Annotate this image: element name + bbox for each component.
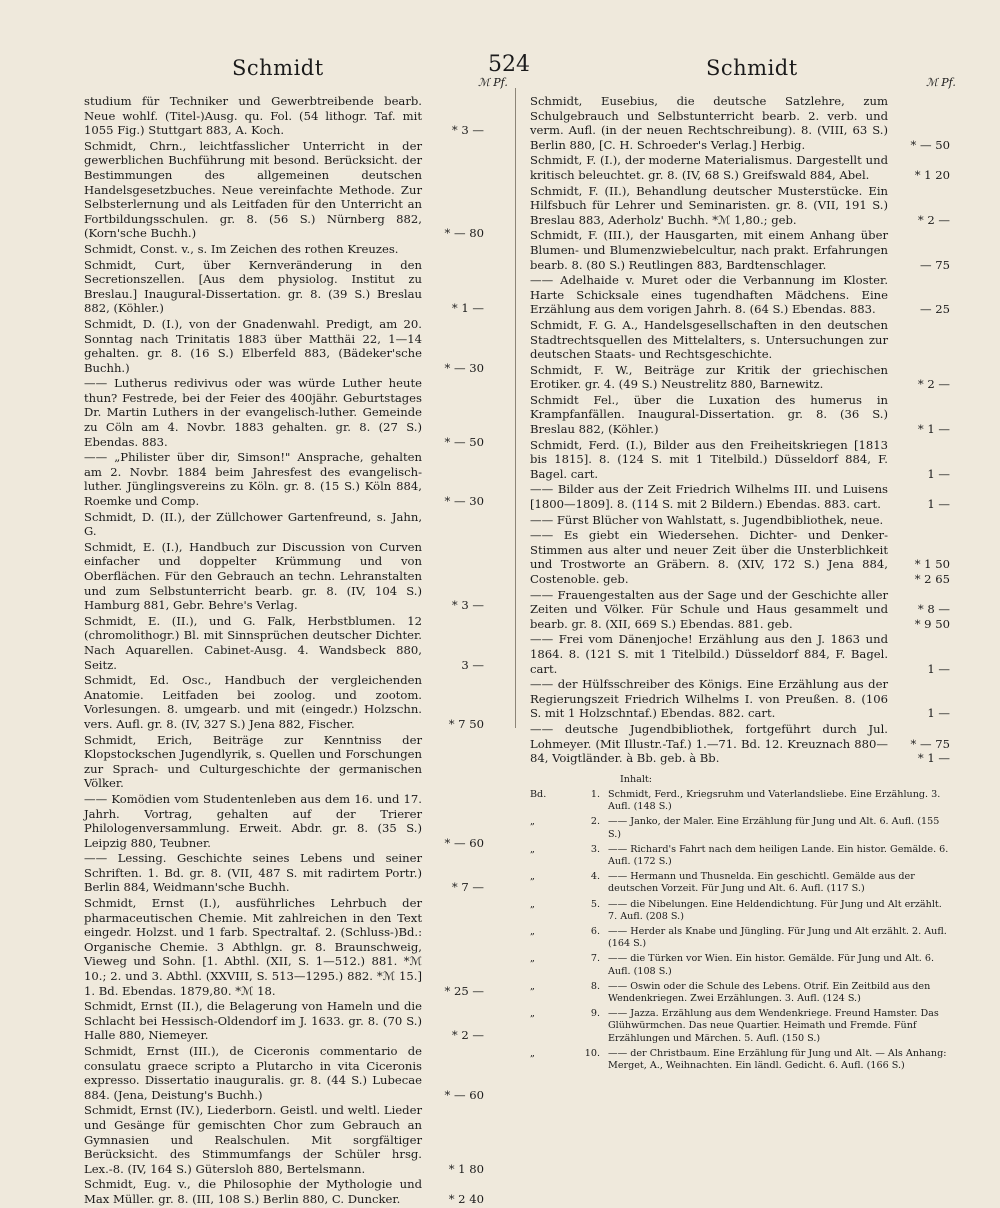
catalog-entry [84,139,484,241]
catalog-entry [84,896,484,998]
entry-price: 1 — [927,661,950,676]
contents-item-number: 2. [590,816,600,828]
catalog-entry [84,1044,484,1102]
right-column [530,94,950,1075]
catalog-entry [84,999,484,1043]
contents-item [530,871,950,895]
catalog-entry [84,317,484,375]
catalog-entry [84,792,484,850]
catalog-entry [530,94,950,152]
catalog-entry [84,733,484,791]
catalog-entry [84,94,484,138]
contents-item-prefix: „ [530,1047,535,1059]
contents-item-text: —— Jazza. Erzählung aus dem Wendenkriege. Freund Hamster. Das Glühwürmchen. Das neue Quartier. Heimath und Fremde. Fünf Erzählungen und Märchen. 5. Aufl. (150 S.) [608,1008,939,1044]
entry-price: * — 60 [444,835,484,850]
entry-price: * 7 50 [448,716,484,731]
entry-price: * — 30 [444,360,484,375]
contents-item [530,1048,950,1072]
entry-price: — 75 [919,257,950,272]
contents-item-text: —— Oswin oder die Schule des Lebens. Otrif. Ein Zeitbild aus den Wendenkriegen. Zwei Erzählungen. 3. Aufl. (124 S.) [608,980,931,1004]
catalog-entry [530,482,950,511]
entry-text: —— Es giebt ein Wiedersehen. Dichter- und Denker-Stimmen aus alter und neuer Zeit über die Unsterblichkeit und Trostworte an Gräbern. 8. (XIV, 172 S.) Jena 884, Costenoble. geb. [530,528,888,586]
entry-price: * 1 — [451,301,484,316]
entry-text: —— Lessing. Geschichte seines Lebens und seiner Schriften. 1. Bd. gr. 8. (VII, 487 S. mit radirtem Portr.) Berlin 884, Weidmann'sche Buchh. [84,851,422,895]
entry-text: Schmidt, Erich, Beiträge zur Kenntniss der Klopstockschen Jugendlyrik, s. Quellen und Forschungen zur Sprach- und Culturgeschichte der germanischen Völker. [84,732,422,791]
entry-text: Schmidt Fel., über die Luxation des humerus in Krampfanfällen. Inaugural-Dissertation. gr. 8. (36 S.) Breslau 882, (Köhler.) [530,392,888,437]
contents-item-prefix: „ [530,1008,535,1020]
entry-price: * — 50 [444,434,484,449]
column-divider [515,88,516,728]
entry-price: * 3 — [451,123,484,138]
contents-item [530,981,950,1005]
entry-text: Schmidt, Ernst (IV.), Liederborn. Geistl. und weltl. Lieder und Gesänge für gemischten Chor zum Gebrauch an Gymnasien und Realschulen. Mit sorgfältiger Berücksicht. des Stimmumfangs der Schüler hrsg. Lex.-8. (IV, 164 S.) Gütersloh 880, Bertelsmann. [84,1103,422,1176]
catalog-entry [530,438,950,482]
entry-text: Schmidt, Eug. v., die Philosophie der Mythologie und Max Müller. gr. 8. (III, 108 S.) Berlin 880, C. Duncker. [84,1177,422,1206]
entry-text: Schmidt, F. W., Beiträge zur Kritik der griechischen Erotiker. gr. 4. (49 S.) Neustrelitz 880, Barnewitz. [530,362,888,392]
contents-item-number: 8. [590,980,600,992]
contents-item [530,1008,950,1045]
header-left-name: Schmidt [232,56,324,80]
catalog-entry [530,588,950,632]
contents-item-prefix: „ [530,898,535,910]
contents-item-number: 9. [590,1008,600,1020]
contents-item-prefix: „ [530,953,535,965]
catalog-entry [84,242,484,257]
contents-item-text: Schmidt, Ferd., Kriegsruhm und Vaterlandsliebe. Eine Erzählung. 3. Aufl. (148 S.) [608,788,941,813]
entry-price: * 2 — [451,1028,484,1043]
catalog-entry [530,273,950,317]
entry-text: studium für Techniker und Gewerbtreibende bearb. Neue wohlf. (Titel-)Ausg. qu. Fol. (54 lithogr. Taf. mit 1055 Fig.) Stuttgart 883, A. Koch. [84,94,422,138]
catalog-entry [84,1177,484,1206]
currency-label-right: ℳ Pf. [926,76,956,89]
contents-item-prefix: „ [530,925,535,937]
entry-text: Schmidt, Const. v., s. Im Zeichen des rothen Kreuzes. [84,241,399,256]
contents-item-prefix: „ [530,843,535,855]
left-column [84,94,484,1208]
contents-item [530,789,950,813]
catalog-entry [530,722,950,766]
entry-text: Schmidt, D. (I.), von der Gnadenwahl. Predigt, am 20. Sonntag nach Trinitatis 1883 über Matthäi 22, 1—14 gehalten. gr. 8. (16 S.) Elberfeld 883, (Bädeker'sche Buchh.) [84,316,422,375]
entry-price: * 8 — * 9 50 [914,602,950,631]
contents-item [530,953,950,977]
entry-text: Schmidt, Ernst (II.), die Belagerung von Hameln und die Schlacht bei Hessisch-Oldendorf im J. 1633. gr. 8. (70 S.) Halle 880, Niemeyer. [84,999,422,1043]
header-right-name: Schmidt [706,56,798,80]
entry-text: Schmidt, D. (II.), der Züllchower Gartenfreund, s. Jahn, G. [84,509,422,539]
entry-price: * — 60 [444,1087,484,1102]
catalog-entry [530,153,950,182]
contents-item-text: —— Herder als Knabe und Jüngling. Für Jung und Alt erzählt. 2. Aufl. (164 S.) [608,925,947,950]
entry-price: * 25 — [444,983,484,998]
entry-text: Schmidt, F. (II.), Behandlung deutscher Musterstücke. Ein Hilfsbuch für Lehrer und Seminaristen. gr. 8. (VII, 191 S.) Breslau 883, Aderholz' Buchh. *ℳ 1,80.; geb. [530,183,888,227]
entry-text: —— Komödien vom Studentenleben aus dem 16. und 17. Jahrh. Vortrag, gehalten auf der Trierer Philologenversammlung. Erweit. Abdr. gr. 8. (35 S.) Leipzig 880, Teubner. [84,791,422,850]
catalog-entry [84,673,484,731]
right-entries [530,94,950,766]
contents-item-text: —— der Christbaum. Eine Erzählung für Jung und Alt. — Als Anhang: Merget, A., Weihnachten. Ein ländl. Gedicht. 6. Aufl. (166 S.) [608,1047,947,1071]
entry-text: Schmidt, F. G. A., Handelsgesellschaften in den deutschen Stadtrechtsquellen des Mittelalters, s. Untersuchungen zur deutschen Staats- und Rechtsgeschichte. [530,317,888,362]
entry-price: — 25 [919,302,950,317]
contents-item-number: 3. [590,843,600,855]
catalog-entry [530,513,950,528]
catalog-entry [530,632,950,676]
contents-item-number: 1. [590,788,600,800]
catalog-entry [84,258,484,316]
contents-item-number: 7. [590,953,600,965]
entry-price: * 2 — [917,377,950,392]
entry-price: * 2 — [917,212,950,227]
entry-text: Schmidt, Ernst (I.), ausführliches Lehrbuch der pharmaceutischen Chemie. Mit zahlreichen in den Text eingedr. Holzst. und 1 farb. Spectraltaf. 2. (Schluss-)Bd.: Organische Chemie. 3 Abthlgn. gr. 8. Braunschweig, Vieweg und Sohn. [1. Abthl. (XII, S. 1—512.) 881. *ℳ 10.; 2. und 3. Abthl. (XXVIII, S. 513—1295.) 882. *ℳ 15.] 1. Bd. Ebendas. 1879,80. *ℳ 18. [84,896,422,998]
entry-text: —— „Philister über dir, Simson!" Ansprache, gehalten am 2. Novbr. 1884 beim Jahresfest des evangelisch-luther. Jünglingsvereins zu Köln. gr. 8. (15 S.) Köln 884, Roemke und Comp. [84,450,422,509]
currency-label-left: ℳ Pf. [478,76,508,89]
entry-price: * — 30 [444,494,484,509]
entry-text: Schmidt, F. (III.), der Hausgarten, mit einem Anhang über Blumen- und Blumenzwiebelcultur, nach prakt. Erfahrungen bearb. 8. (80 S.) Reutlingen 883, Bardtenschlager. [530,228,888,272]
contents-item-text: —— Richard's Fahrt nach dem heiligen Lande. Ein histor. Gemälde. 6. Aufl. (172 S.) [608,843,949,867]
contents-item-prefix: Bd. [530,788,547,800]
entry-text: —— Frauengestalten aus der Sage und der Geschichte aller Zeiten und Völker. Für Schule und Haus gesammelt und bearb. gr. 8. (XII, 669 S.) Ebendas. 881. geb. [530,587,888,631]
entry-price: * 1 20 [914,167,950,182]
catalog-entry [84,851,484,895]
entry-text: Schmidt, Ed. Osc., Handbuch der vergleichenden Anatomie. Leitfaden bei zoolog. und zootom. Vorlesungen. 8. umgearb. und mit (eingedr.) Holzschn. vers. Aufl. gr. 8. (IV, 327 S.) Jena 882, Fischer. [84,673,422,731]
entry-text: —— Lutherus redivivus oder was würde Luther heute thun? Festrede, bei der Feier des 400jähr. Geburtstages Dr. Martin Luthers in der evangelisch-luther. Gemeinde zu Cöln am 4. Novbr. 1883 gehalten. gr. 8. (27 S.) Ebendas. 883. [84,376,422,449]
entry-price: 1 — [927,466,950,481]
catalog-entry [530,393,950,437]
entry-text: Schmidt, Curt, über Kernveränderung in den Secretionszellen. [Aus dem physiolog. Institut zu Breslau.] Inaugural-Dissertation. gr. 8. (39 S.) Breslau 882, (Köhler.) [84,257,422,316]
entry-price: 1 — [927,497,950,512]
catalog-entry [84,1103,484,1176]
page-number: 524 [488,52,530,77]
entry-price: 3 — [461,657,484,672]
contents-item [530,844,950,868]
catalog-entry [530,528,950,586]
contents-item-number: 4. [590,871,600,883]
contents-item-prefix: „ [530,980,535,992]
contents-item-prefix: „ [530,871,535,883]
entry-text: —— der Hülfsschreiber des Königs. Eine Erzählung aus der Regierungszeit Friedrich Wilhelms I. von Preußen. 8. (106 S. mit 1 Holzschntaf.) Ebendas. 882. cart. [530,677,888,721]
contents-item [530,816,950,840]
entry-text: —— Fürst Blücher von Wahlstatt, s. Jugendbibliothek, neue. [530,512,884,527]
entry-text: Schmidt, Ernst (III.), de Ciceronis commentario de consulatu graece scripto a Plutarcho in vita Ciceronis expresso. Dissertatio inauguralis. gr. 8. (44 S.) Lubecae 884. (Jena, Deistung's Buchh.) [84,1044,422,1102]
contents-list [530,774,950,1072]
contents-heading: Inhalt: [620,773,653,785]
entry-price: * 1 50 * 2 65 [914,557,950,586]
entry-price: * 1 80 [448,1161,484,1176]
entry-price: * 7 — [451,880,484,895]
contents-item-text: —— die Türken vor Wien. Ein histor. Gemälde. Für Jung und Alt. 6. Aufl. (108 S.) [608,953,934,977]
entry-price: * — 80 [444,226,484,241]
catalog-entry [530,228,950,272]
entry-text: Schmidt, Ferd. (I.), Bilder aus den Freiheitskriegen [1813 bis 1815]. 8. (124 S. mit 1 Titelbild.) Düsseldorf 884, F. Bagel. cart. [530,437,888,481]
entry-text: Schmidt, F. (I.), der moderne Materialismus. Dargestellt und kritisch beleuchtet. gr. 8. (IV, 68 S.) Greifswald 884, Abel. [530,153,888,182]
contents-item-number: 6. [590,925,600,937]
entry-text: —— Adelhaide v. Muret oder die Verbannung im Kloster. Harte Schicksale eines tugendhaften Mädchens. Eine Erzählung aus dem vorigen Jahrh. 8. (64 S.) Ebendas. 883. [530,273,888,317]
contents-item [530,899,950,923]
entry-price: * — 50 [910,137,950,152]
catalog-entry [84,376,484,449]
entry-text: —— Frei vom Dänenjoche! Erzählung aus den J. 1863 und 1864. 8. (121 S. mit 1 Titelbild.) Düsseldorf 884, F. Bagel. cart. [530,632,888,676]
entry-price: * 2 40 [448,1191,484,1206]
contents-item-text: —— Hermann und Thusnelda. Ein geschichtl. Gemälde aus der deutschen Vorzeit. Für Jung und Alt. 6. Aufl. (117 S.) [608,871,915,895]
contents-item-number: 10. [584,1047,600,1059]
contents-item-text: —— die Nibelungen. Eine Heldendichtung. Für Jung und Alt erzählt. 7. Aufl. (208 S.) [608,898,942,922]
catalog-entry [530,318,950,362]
catalog-entry [530,363,950,392]
entry-text: Schmidt, Eusebius, die deutsche Satzlehre, zum Schulgebrauch und Selbstunterricht bearb. 2. verb. und verm. Aufl. (in der neuen Rechtschreibung). 8. (VIII, 63 S.) Berlin 880, [C. H. Schroeder's Verlag.] Herbig. [530,94,888,152]
contents-item-prefix: „ [530,816,535,828]
entry-price: * — 75 * 1 — [910,736,950,766]
catalog-entry [530,677,950,721]
contents-item [530,926,950,950]
entry-price: * 3 — [451,598,484,613]
entry-text: —— Bilder aus der Zeit Friedrich Wilhelms III. und Luisens [1800—1809]. 8. (114 S. mit 2 Bildern.) Ebendas. 883. cart. [530,482,888,512]
entry-text: Schmidt, Chrn., leichtfasslicher Unterricht in der gewerblichen Buchführung mit besond. Berücksicht. der Bestimmungen des allgemeinen deutschen Handelsgesetzbuches. Neue vereinfachte Methode. Zur Selbsterlernung und als Leitfaden für den Unterricht an Fortbildungsschulen. gr. 8. (56 S.) Nürnberg 882, (Korn'sche Buchh.) [84,138,422,241]
catalog-entry [530,184,950,228]
entry-text: Schmidt, E. (I.), Handbuch zur Discussion von Curven einfacher und doppelter Krümmung und von Oberflächen. Für den Gebrauch an techn. Lehranstalten und zum Selbstunterricht bearb. gr. 8. (IV, 104 S.) Hamburg 881, Gebr. Behre's Verlag. [84,539,422,613]
contents-item-text: —— Janko, der Maler. Eine Erzählung für Jung und Alt. 6. Aufl. (155 S.) [608,816,940,840]
catalog-entry [84,510,484,539]
catalog-entry [84,540,484,613]
catalog-entry [84,614,484,672]
entry-price: 1 — [927,706,950,721]
contents-item-number: 5. [590,898,600,910]
contents-items [530,789,950,1072]
entry-text: Schmidt, E. (II.), und G. Falk, Herbstblumen. 12 (chromolithogr.) Bl. mit Sinnsprüchen deutscher Dichter. Nach Aquarellen. Cabinet-Ausg. 4. Wandsbeck 880, Seitz. [84,613,422,672]
catalog-entry [84,450,484,508]
entry-text: —— deutsche Jugendbibliothek, fortgeführt durch Jul. Lohmeyer. (Mit Illustr.-Taf.) 1.—71. Bd. 12. Kreuznach 880—84, Voigtländer. à Bb. geb. à Bb. [530,721,888,766]
entry-price: * 1 — [917,422,950,437]
